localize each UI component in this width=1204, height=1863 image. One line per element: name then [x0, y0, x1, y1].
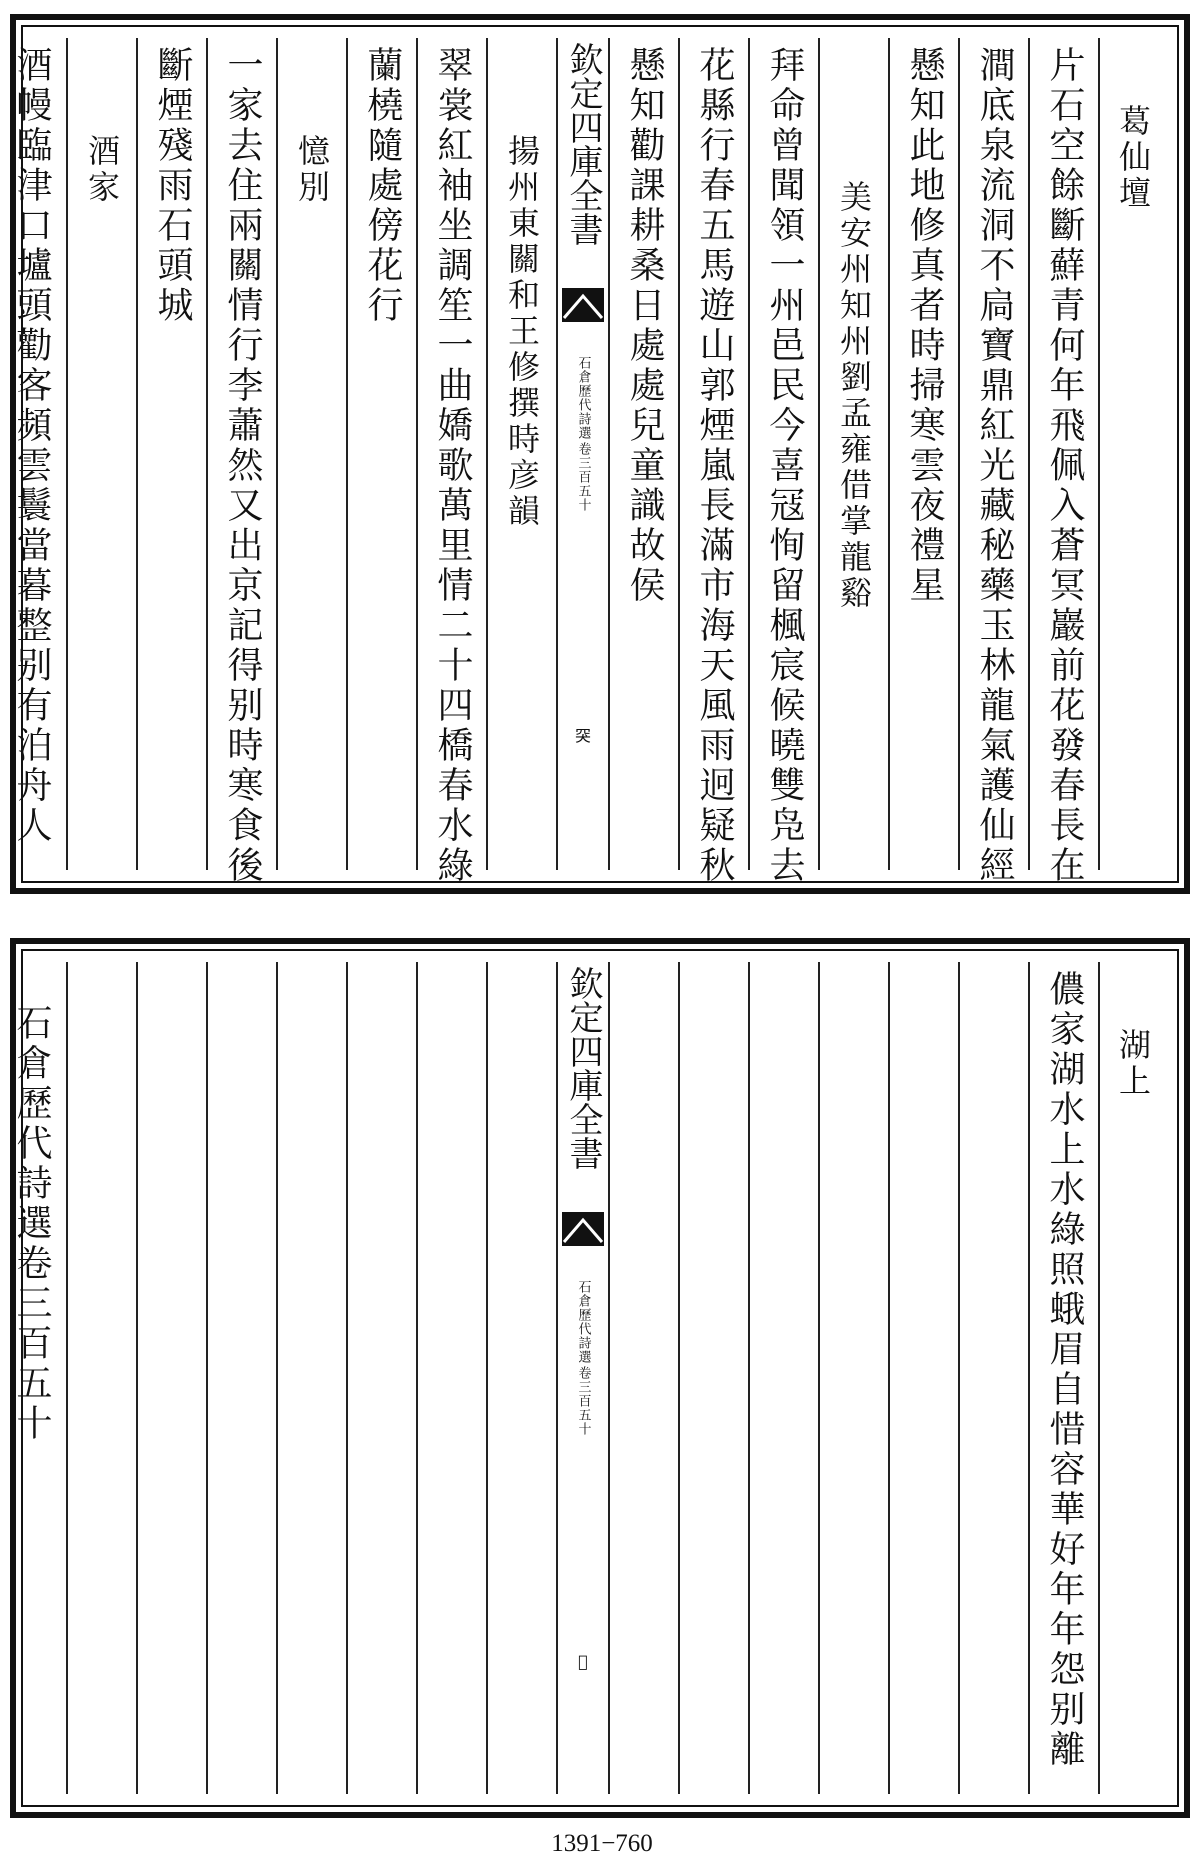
column — [1098, 962, 1166, 1794]
poem-title: 酒家 — [83, 134, 121, 206]
poem-line: 翠裳紅袖坐調笙一曲嬌歌萬里情二十四橋春水綠 — [432, 46, 473, 886]
volume-number: 卷三百五十 — [575, 442, 591, 512]
column — [888, 38, 958, 870]
fish-tail-mark — [562, 1212, 604, 1246]
fish-tail-mark — [562, 288, 604, 322]
poem-line: 片石空餘斷蘚青何年飛佩入蒼冥巖前花發春長在 — [1044, 46, 1085, 886]
empty-column — [346, 962, 416, 1794]
empty-column — [416, 962, 486, 1794]
center-fold — [556, 962, 608, 1794]
poem-line: 拜命曾聞領一州邑民今喜冦恂留楓宸候曉雙凫去 — [764, 46, 805, 886]
poem-line: 蘭橈隨處傍花行 — [362, 46, 403, 326]
column — [1028, 962, 1098, 1794]
center-fold — [556, 38, 608, 870]
column — [1098, 38, 1166, 870]
empty-column — [678, 962, 748, 1794]
column — [136, 38, 206, 870]
volume-number: 卷三百五十 — [575, 1366, 591, 1436]
column — [66, 38, 136, 870]
poem-line: 斷煙殘雨石頭城 — [152, 46, 193, 326]
fold-subtitle — [576, 1280, 591, 1440]
column — [748, 38, 818, 886]
empty-column — [276, 962, 346, 1794]
column — [0, 962, 66, 1794]
column — [818, 38, 888, 870]
collection-name: 石倉歷代詩選 — [575, 356, 591, 440]
poem-title: 湖上 — [1114, 1028, 1152, 1100]
empty-column — [958, 962, 1028, 1794]
empty-column — [748, 962, 818, 1794]
column — [678, 38, 748, 886]
bottom-leaf — [10, 938, 1190, 1818]
column — [206, 38, 276, 886]
page-caption: 1391−760 — [551, 1830, 653, 1857]
poem-line: 一家去住兩關情行李蕭然又出京記得别時寒食後 — [222, 46, 263, 886]
fold-subtitle — [576, 356, 591, 516]
poem-title: 美安州知州劉孟雍借掌龍谿 — [835, 180, 873, 612]
poem-line: 酒幔臨津口壚頭勸客頻雲鬟當暮整别有泊舟人 — [11, 46, 52, 846]
bottom-columns — [11, 962, 1166, 1794]
collection-name: 石倉歷代詩選 — [575, 1280, 591, 1364]
column — [958, 38, 1028, 886]
book-title: 欽定四庫全書 — [563, 42, 603, 246]
empty-column — [818, 962, 888, 1794]
poem-line: 懸知勸課耕桑日處處兒童識故侯 — [624, 46, 665, 606]
empty-column — [486, 962, 556, 1794]
top-leaf — [10, 14, 1190, 894]
column — [486, 38, 556, 870]
empty-column — [888, 962, 958, 1794]
column — [608, 38, 678, 870]
column — [276, 38, 346, 870]
folio-number: 𦊅 — [573, 728, 593, 744]
poem-title: 葛仙壇 — [1114, 104, 1152, 212]
poem-title: 揚州東關和王修撰時彦韻 — [503, 134, 541, 530]
poem-line: 懸知此地修真者時掃寒雲夜禮星 — [904, 46, 945, 606]
empty-column — [206, 962, 276, 1794]
column — [346, 38, 416, 870]
poem-line: 花縣行春五馬遊山郭煙嵐長滿市海天風雨迥疑秋 — [694, 46, 735, 886]
column — [1028, 38, 1098, 886]
poem-line: 澗底泉流洞不扃寶鼎紅光藏秘藥玉林龍氣護仙經 — [974, 46, 1015, 886]
empty-column — [136, 962, 206, 1794]
poem-line: 儂家湖水上水綠照蛾眉自惜容華好年年怨别離 — [1044, 970, 1085, 1770]
folio-number: 𦊶 — [573, 1652, 593, 1671]
poem-title: 憶別 — [293, 134, 331, 206]
empty-column — [608, 962, 678, 1794]
column — [416, 38, 486, 886]
volume-end-line: 石倉歷代詩選卷三百五十 — [11, 1004, 52, 1444]
column — [0, 38, 66, 870]
empty-column — [66, 962, 136, 1794]
top-columns — [11, 38, 1166, 886]
book-title: 欽定四庫全書 — [563, 966, 603, 1170]
